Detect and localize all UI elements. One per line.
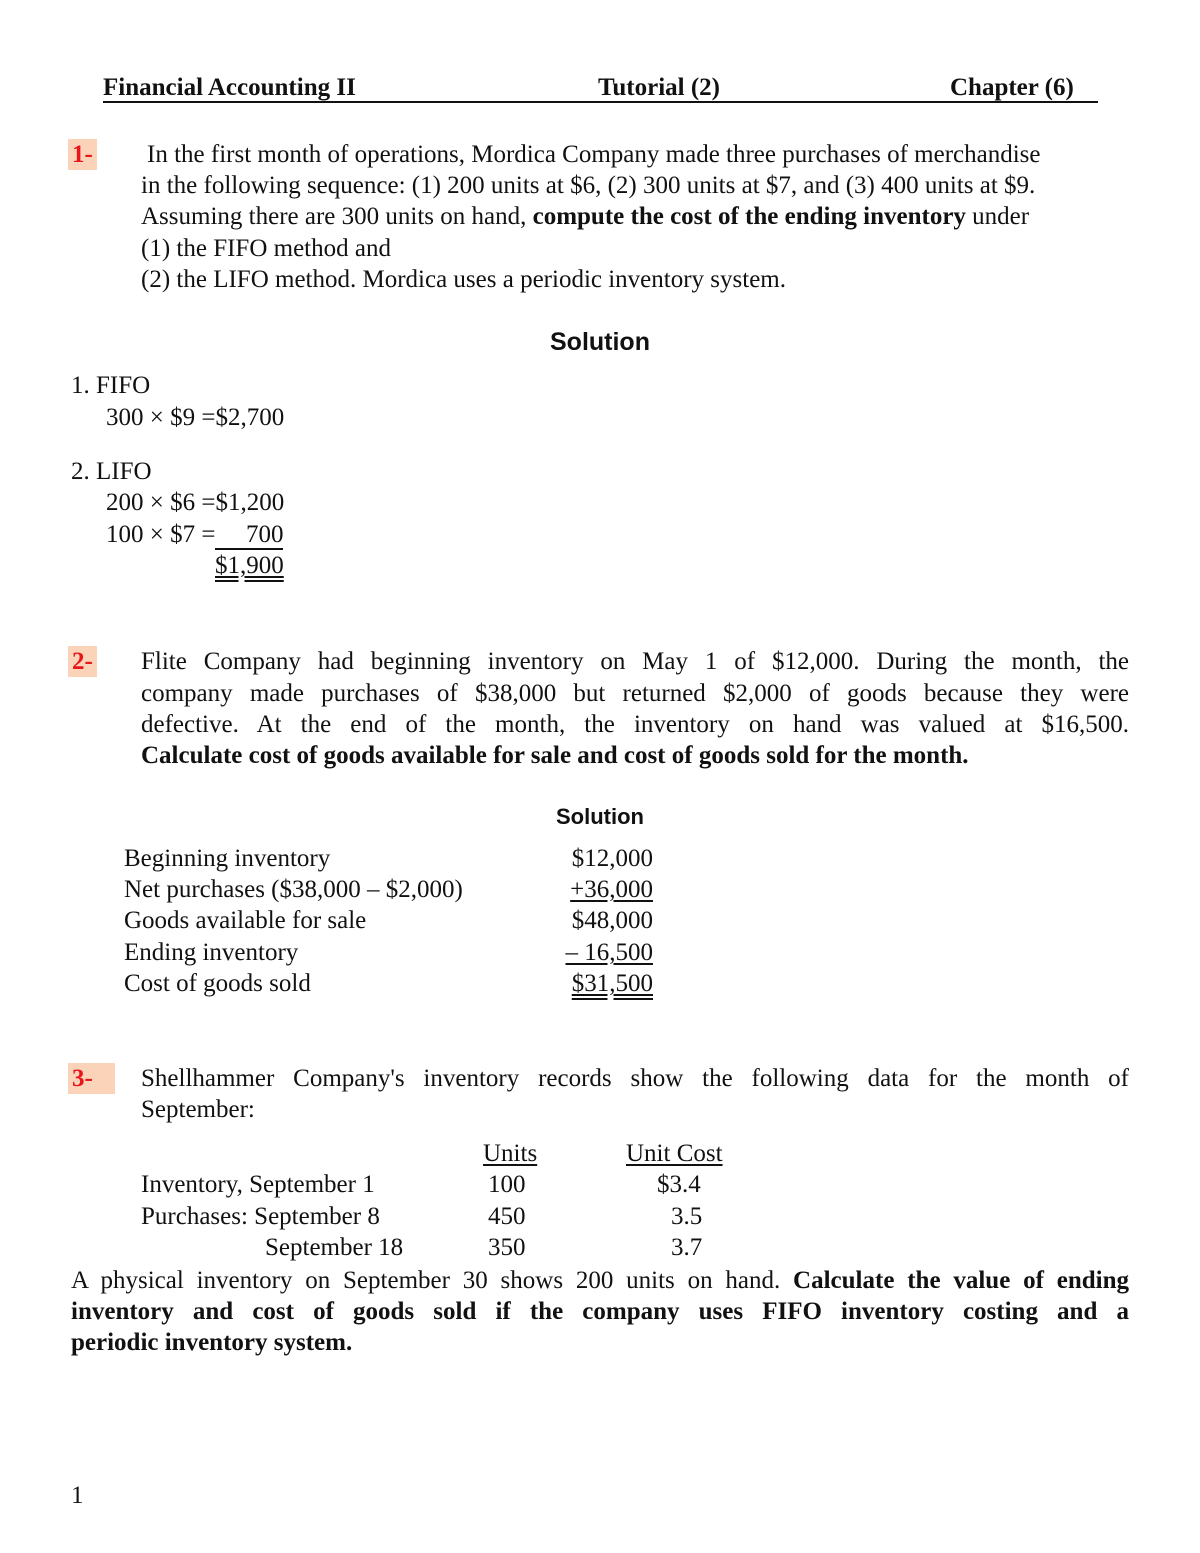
q3-para-line-1-bold: Calculate the value of ending: [793, 1267, 1129, 1294]
q1-line-3-bold: compute the cost of the ending inventory: [532, 203, 966, 230]
q3-col-units: Units: [483, 1140, 538, 1167]
question-3-number: 3-: [68, 1063, 115, 1094]
q3-para-line-1: [71, 1265, 1129, 1296]
q2-row-4-value-text: – 16,500: [565, 939, 653, 966]
q1-fifo-calc: 300 × $9 =$2,700: [106, 404, 285, 431]
q2-row-5-value-text: $31,500: [571, 970, 653, 997]
header-underline: [103, 101, 1098, 103]
q1-fifo-label: 1. FIFO: [71, 372, 151, 399]
chapter-title: Chapter (6): [950, 74, 1074, 101]
q2-row-3-value: $48,000: [571, 907, 653, 934]
q3-para-line-2: inventory and cost of goods sold if the company uses FIFO inventory costing and a: [71, 1298, 1129, 1325]
q2-row-3-label: Goods available for sale: [124, 907, 367, 934]
q3-row-2-cost: 3.5: [671, 1203, 703, 1230]
q2-solution-heading: Solution: [556, 804, 644, 829]
q1-line-3-pre: Assuming there are 300 units on hand,: [141, 203, 533, 230]
q1-line-4: (1) the FIFO method and: [141, 235, 391, 262]
q3-col-unit-cost: Unit Cost: [626, 1140, 723, 1167]
q3-line-1: Shellhammer Company's inventory records show the following data for the month of: [141, 1065, 1129, 1092]
q1-line-5: (2) the LIFO method. Mordica uses a periodic inventory system.: [141, 266, 786, 293]
q3-line-2: September:: [141, 1096, 255, 1123]
q2-row-4-value: [520, 937, 653, 968]
q2-line-3: defective. At the end of the month, the inventory on hand was valued at $16,500.: [141, 711, 1129, 738]
q1-lifo-label: 2. LIFO: [71, 458, 152, 485]
q2-line-2: company made purchases of $38,000 but returned $2,000 of goods because they were: [141, 680, 1129, 707]
q3-row-1-cost: $3.4: [657, 1171, 701, 1198]
q1-line-1: In the first month of operations, Mordica Company made three purchases of merchandise: [147, 141, 1041, 168]
q3-row-1-label: Inventory, September 1: [141, 1171, 375, 1198]
q1-solution-heading: Solution: [550, 328, 650, 356]
q3-row-3-cost: 3.7: [671, 1234, 703, 1261]
q3-para-line-3: periodic inventory system.: [71, 1329, 353, 1356]
q1-lifo-total: $1,900: [215, 552, 284, 579]
q2-row-2-label: Net purchases ($38,000 – $2,000): [124, 876, 463, 903]
q3-row-2-units: 450: [488, 1203, 526, 1230]
q2-row-1-label: Beginning inventory: [124, 845, 331, 872]
q3-para-line-1-pre: A physical inventory on September 30 shows 200 units on hand.: [71, 1267, 794, 1294]
q2-row-5-value: [520, 968, 653, 999]
page-number: 1: [71, 1482, 84, 1509]
q2-line-4: Calculate cost of goods available for sale and cost of goods sold for the month.: [141, 742, 969, 769]
q3-row-2-label: Purchases: September 8: [141, 1203, 380, 1230]
q2-row-1-value: $12,000: [571, 845, 653, 872]
q2-row-2-value: [520, 874, 653, 905]
q1-line-2: in the following sequence: (1) 200 units at $6, (2) 300 units at $7, and (3) 400 units at $9.: [141, 172, 1036, 199]
q1-lifo-calc-2-value: 700: [215, 522, 283, 550]
q2-line-1: Flite Company had beginning inventory on May 1 of $12,000. During the month, the: [141, 648, 1129, 675]
question-2-number: 2-: [68, 646, 97, 677]
q2-row-4-label: Ending inventory: [124, 939, 299, 966]
tutorial-title: Tutorial (2): [598, 74, 720, 101]
q3-row-3-units: 350: [488, 1234, 526, 1261]
q3-row-1-units: 100: [488, 1171, 526, 1198]
q2-row-5-label: Cost of goods sold: [124, 970, 311, 997]
course-title: Financial Accounting II: [103, 74, 356, 101]
question-1-number: 1-: [68, 139, 97, 170]
q1-line-3-post: under: [965, 203, 1030, 230]
q1-line-3: [141, 201, 1029, 232]
q1-lifo-calc-1: 200 × $6 =$1,200: [106, 489, 285, 516]
q2-row-2-value-text: +36,000: [570, 876, 653, 903]
q1-lifo-calc-2: [106, 519, 283, 550]
q1-lifo-calc-2-pre: 100 × $7 =: [106, 521, 216, 548]
q3-row-3-label: September 18: [265, 1234, 404, 1261]
